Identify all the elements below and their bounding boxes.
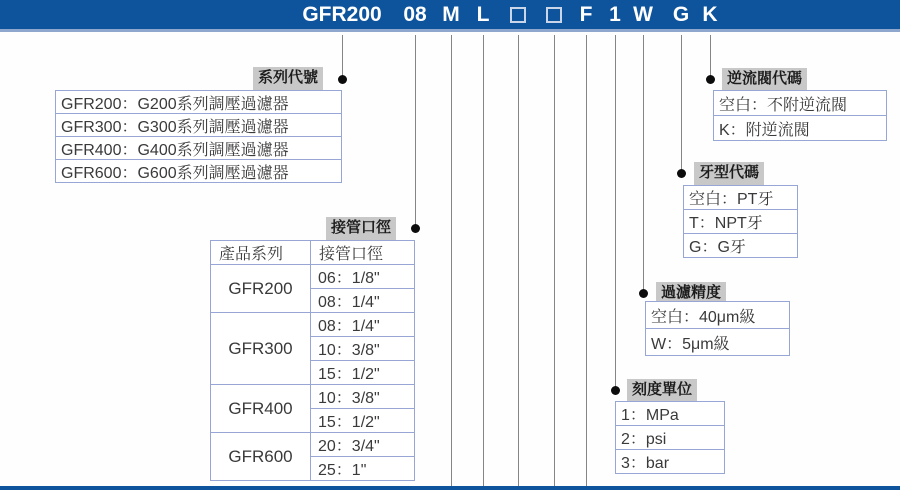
list-item: 空白：不附逆流閥 [713, 90, 887, 116]
code-segment: K [702, 3, 718, 26]
series-code-tag: 系列代號 [253, 67, 323, 90]
series-cell: GFR400 [211, 385, 311, 433]
size-cell: 15：1/2" [311, 409, 415, 433]
check-valve-box [713, 90, 887, 141]
connector-line [643, 35, 644, 293]
series-cell: GFR300 [211, 313, 311, 385]
table-row [211, 313, 415, 337]
list-item: K：附逆流閥 [713, 115, 887, 141]
size-cell: 08：1/4" [311, 289, 415, 313]
code-segment: F [579, 3, 593, 26]
connector-dot [611, 386, 620, 395]
check-valve-tag: 逆流閥代碼 [722, 68, 807, 91]
code-placeholder-box [510, 7, 526, 23]
series-cell: GFR600 [211, 433, 311, 481]
code-segment: W [633, 3, 653, 26]
size-cell: 10：3/8" [311, 385, 415, 409]
connector-line [586, 35, 587, 486]
size-cell: 25：1" [311, 457, 415, 481]
connector-line [342, 35, 343, 79]
code-segment: M [442, 3, 460, 26]
series-cell: GFR200 [211, 265, 311, 313]
list-item: W：5μm級 [645, 328, 790, 356]
list-item: 空白：40μm級 [645, 301, 790, 329]
table-row [211, 385, 415, 409]
connector-line [710, 35, 711, 79]
code-segment: G [672, 3, 690, 26]
size-cell: 10：3/8" [311, 337, 415, 361]
table-header-row [211, 241, 415, 265]
thread-type-tag: 牙型代碼 [694, 162, 764, 185]
thread-type-box [683, 185, 798, 258]
size-cell: 06：1/8" [311, 265, 415, 289]
list-item: 3：bar [615, 449, 725, 474]
list-item: GFR400：G400系列調壓過濾器 [55, 136, 342, 160]
filtration-box [645, 301, 790, 356]
list-item: 2：psi [615, 425, 725, 450]
connector-dot [677, 169, 686, 178]
model-code-bar [0, 0, 900, 32]
connector-dot [706, 75, 715, 84]
connector-line [451, 35, 452, 486]
list-item: GFR600：G600系列調壓過濾器 [55, 159, 342, 183]
code-segment: L [476, 3, 490, 26]
list-item: 空白：PT牙 [683, 185, 798, 210]
connector-dot [338, 75, 347, 84]
connector-dot [411, 224, 420, 233]
code-segment: 1 [609, 3, 621, 26]
size-cell: 20：3/4" [311, 433, 415, 457]
connector-line [554, 35, 555, 486]
connector-line [415, 35, 416, 228]
size-cell: 15：1/2" [311, 361, 415, 385]
code-segment: GFR200 [302, 3, 382, 26]
table-row [211, 433, 415, 457]
list-item: G：G牙 [683, 233, 798, 258]
code-placeholder-box [546, 7, 562, 23]
col-header-series: 產品系列 [211, 241, 311, 265]
table-row [211, 265, 415, 289]
series-code-box [55, 90, 342, 183]
list-item: GFR300：G300系列調壓過濾器 [55, 113, 342, 137]
size-cell: 08：1/4" [311, 313, 415, 337]
filtration-tag: 過濾精度 [656, 282, 726, 305]
code-segment: 08 [403, 3, 427, 26]
connector-line [615, 35, 616, 390]
connector-dot [639, 289, 648, 298]
col-header-size: 接管口徑 [311, 241, 415, 265]
scale-unit-box [615, 401, 725, 474]
list-item: 1：MPa [615, 401, 725, 426]
bottom-divider-bar [0, 486, 900, 490]
list-item: T：NPT牙 [683, 209, 798, 234]
connector-line [483, 35, 484, 486]
port-size-table [210, 240, 415, 481]
scale-unit-tag: 刻度單位 [627, 379, 697, 402]
connector-line [681, 35, 682, 173]
list-item: GFR200：G200系列調壓過濾器 [55, 90, 342, 114]
port-size-tag: 接管口徑 [326, 217, 396, 240]
connector-line [518, 35, 519, 486]
